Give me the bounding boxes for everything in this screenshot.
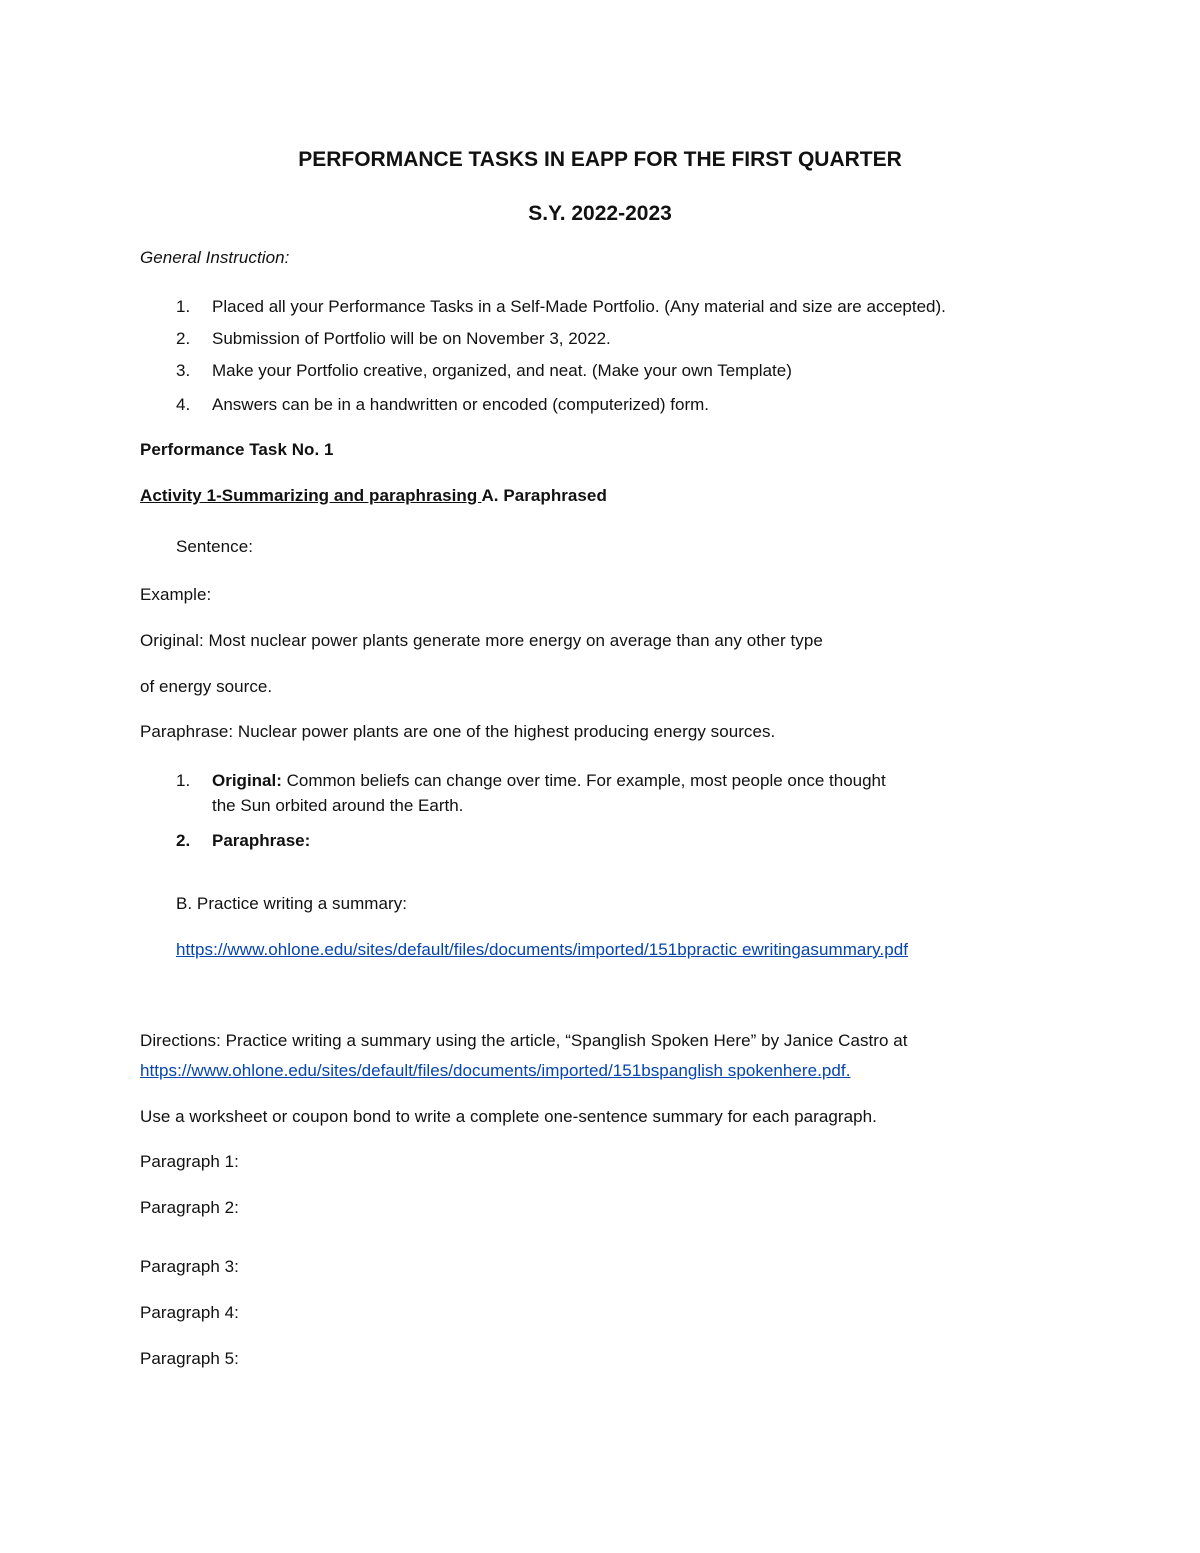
- worksheet-note: Use a worksheet or coupon bond to write a complete one-sentence summary for each paragraph.: [140, 1107, 877, 1126]
- exercise-original-label: Original:: [212, 771, 282, 790]
- document-title: PERFORMANCE TASKS IN EAPP FOR THE FIRST QUARTER: [298, 148, 902, 171]
- task-heading: Performance Task No. 1: [140, 440, 334, 459]
- instruction-item: [140, 329, 611, 349]
- directions-text: Directions: Practice writing a summary using the article, “Spanglish Spoken Here” by Janice Castro at: [140, 1031, 908, 1050]
- exercise-paraphrase-label: Paraphrase:: [212, 831, 311, 850]
- summary-heading: B. Practice writing a summary:: [176, 894, 408, 913]
- exercise-item-paraphrase: [140, 831, 310, 851]
- paragraph-label-5: Paragraph 5:: [140, 1349, 239, 1368]
- instruction-text: Submission of Portfolio will be on November 3, 2022.: [212, 329, 611, 348]
- activity-title-underlined: Activity 1-Summarizing and paraphrasing: [140, 486, 482, 505]
- instruction-item: [140, 297, 946, 317]
- paragraph-label-2: Paragraph 2:: [140, 1198, 239, 1217]
- example-label: Example:: [140, 585, 212, 604]
- instruction-number: 1.: [176, 297, 191, 316]
- exercise-item-original: [140, 771, 886, 821]
- instruction-number: 2.: [176, 329, 191, 348]
- paragraph-label-4: Paragraph 4:: [140, 1303, 239, 1322]
- instruction-text: Make your Portfolio creative, organized, and neat. (Make your own Template): [212, 361, 792, 380]
- general-instruction-label: General Instruction:: [140, 248, 290, 267]
- instruction-item: [140, 361, 792, 381]
- paragraph-label-1: Paragraph 1:: [140, 1152, 239, 1171]
- example-original-line2: of energy source.: [140, 677, 273, 696]
- spanglish-article-link[interactable]: https://www.ohlone.edu/sites/default/files/documents/imported/151bspanglish spokenhere.pdf.: [140, 1061, 851, 1080]
- example-paraphrase: Paraphrase: Nuclear power plants are one of the highest producing energy sources.: [140, 722, 776, 741]
- exercise-original-text: Common beliefs can change over time. For example, most people once thought: [281, 771, 886, 790]
- example-original-line1: Original: Most nuclear power plants generate more energy on average than any other type: [140, 631, 823, 650]
- instruction-item: [140, 395, 709, 415]
- exercise-number: 2.: [176, 831, 191, 850]
- activity-title: [140, 486, 607, 506]
- instruction-number: 4.: [176, 395, 191, 414]
- exercise-original-text-line2: the Sun orbited around the Earth.: [212, 796, 464, 815]
- sentence-label: Sentence:: [176, 537, 254, 556]
- exercise-number: 1.: [176, 771, 191, 790]
- activity-title-rest: A. Paraphrased: [481, 486, 607, 505]
- summary-practice-link[interactable]: https://www.ohlone.edu/sites/default/files/documents/imported/151bpractic ewritingasummary.pdf: [176, 940, 908, 959]
- school-year: S.Y. 2022-2023: [528, 202, 672, 225]
- paragraph-label-3: Paragraph 3:: [140, 1257, 239, 1276]
- instruction-text: Placed all your Performance Tasks in a Self-Made Portfolio. (Any material and size are accepted).: [212, 297, 946, 316]
- instruction-number: 3.: [176, 361, 191, 380]
- instruction-text: Answers can be in a handwritten or encoded (computerized) form.: [212, 395, 710, 414]
